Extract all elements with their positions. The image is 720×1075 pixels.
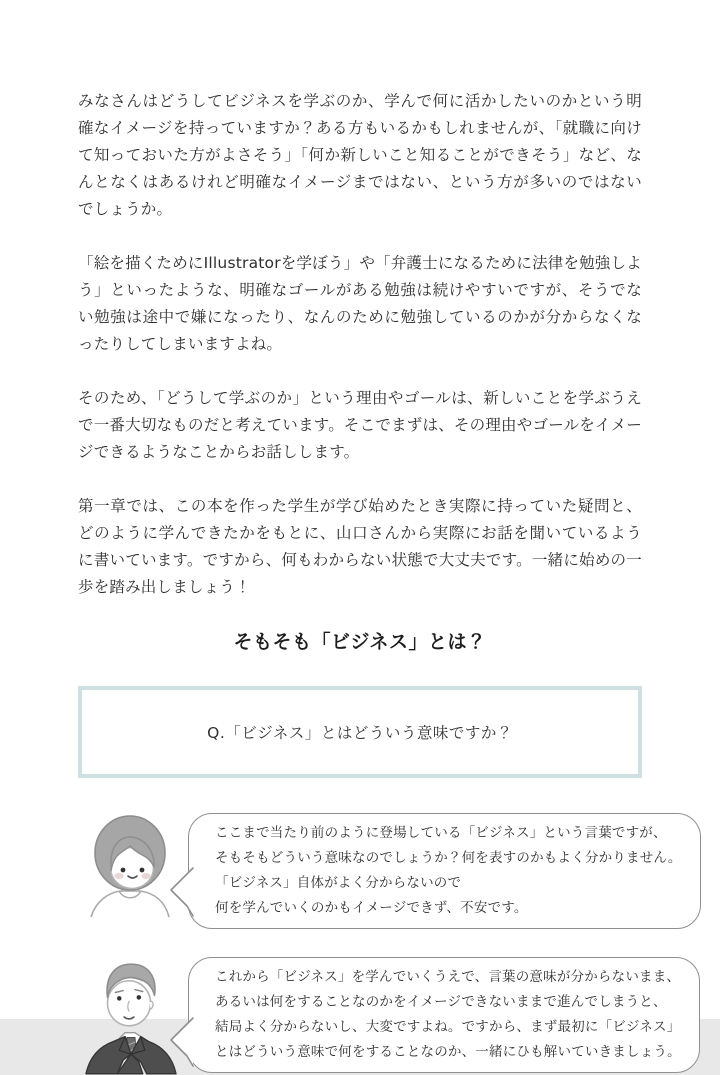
teacher-avatar-illustration <box>84 957 178 1075</box>
bubble-line: そもそもどういう意味なのでしょうか？何を表すのかもよく分かりません。 <box>215 850 682 866</box>
student-avatar-illustration <box>84 813 176 917</box>
question-text: Q.「ビジネス」とはどういう意味ですか？ <box>207 724 513 742</box>
bubble-line: あるいは何をすることなのかをイメージできないままで進んでしまうと、 <box>215 994 667 1010</box>
bubble-tail-icon <box>167 866 193 918</box>
bubble-line: ここまで当たり前のように登場している「ビジネス」という言葉ですが、 <box>215 825 667 841</box>
speech-bubble-student <box>188 813 701 929</box>
dialog-row-student <box>78 813 682 929</box>
dialog-row-teacher <box>78 957 681 1075</box>
paragraph-3: そのため、「どうして学ぶのか」という理由やゴールは、新しいことを学ぶうえで一番大切なものだと考えています。そこでまずは、その理由やゴールをイメージできるようなことからお話しします。 <box>78 389 642 461</box>
bubble-tail-icon <box>167 1016 193 1068</box>
paragraph-2: 「絵を描くためにIllustratorを学ぼう」や「弁護士になるために法律を勉強しよう」といったような、明確なゴールがある勉強は続けやすいですが、そうでない勉強は途中で嫌になったり、なんのために勉強しているのかが分からなくなったりしてしまいますよね。 <box>78 254 642 353</box>
article <box>78 88 642 601</box>
section-heading: そもそも「ビジネス」とは？ <box>233 631 487 653</box>
bubble-line: 何を学んでいくのかもイメージできず、不安です。 <box>215 900 528 916</box>
paragraph-1: みなさんはどうしてビジネスを学ぶのか、学んで何に活かしたいのかという明確なイメージを持っていますか？ある方もいるかもしれませんが、「就職に向けて知っておいた方がよさそう」「何か新しいこと知ることができそう」など、なんとなくはあるけれど明確なイメージまではない、という方が多いのではないでしょうか。 <box>78 92 642 218</box>
bubble-line: 「ビジネス」自体がよく分からないので <box>215 875 462 891</box>
bubble-line: これから「ビジネス」を学んでいくうえで、言葉の意味が分からないまま、 <box>215 969 681 985</box>
bubble-line: 結局よく分からないし、大変ですよね。ですから、まず最初に「ビジネス」 <box>215 1019 681 1035</box>
bubble-line: とはどういう意味で何をすることなのか、一緒にひも解いていきましょう。 <box>215 1044 681 1060</box>
speech-bubble-teacher <box>188 957 700 1073</box>
dialog-section <box>78 813 682 1075</box>
paragraph-4: 第一章では、この本を作った学生が学び始めたとき実際に持っていた疑問と、どのように学んできたかをもとに、山口さんから実際にお話を聞いているように書いています。ですから、何もわからない状態で大丈夫です。一緒に始めの一歩を踏み出しましょう！ <box>78 497 642 596</box>
question-box <box>78 686 642 778</box>
